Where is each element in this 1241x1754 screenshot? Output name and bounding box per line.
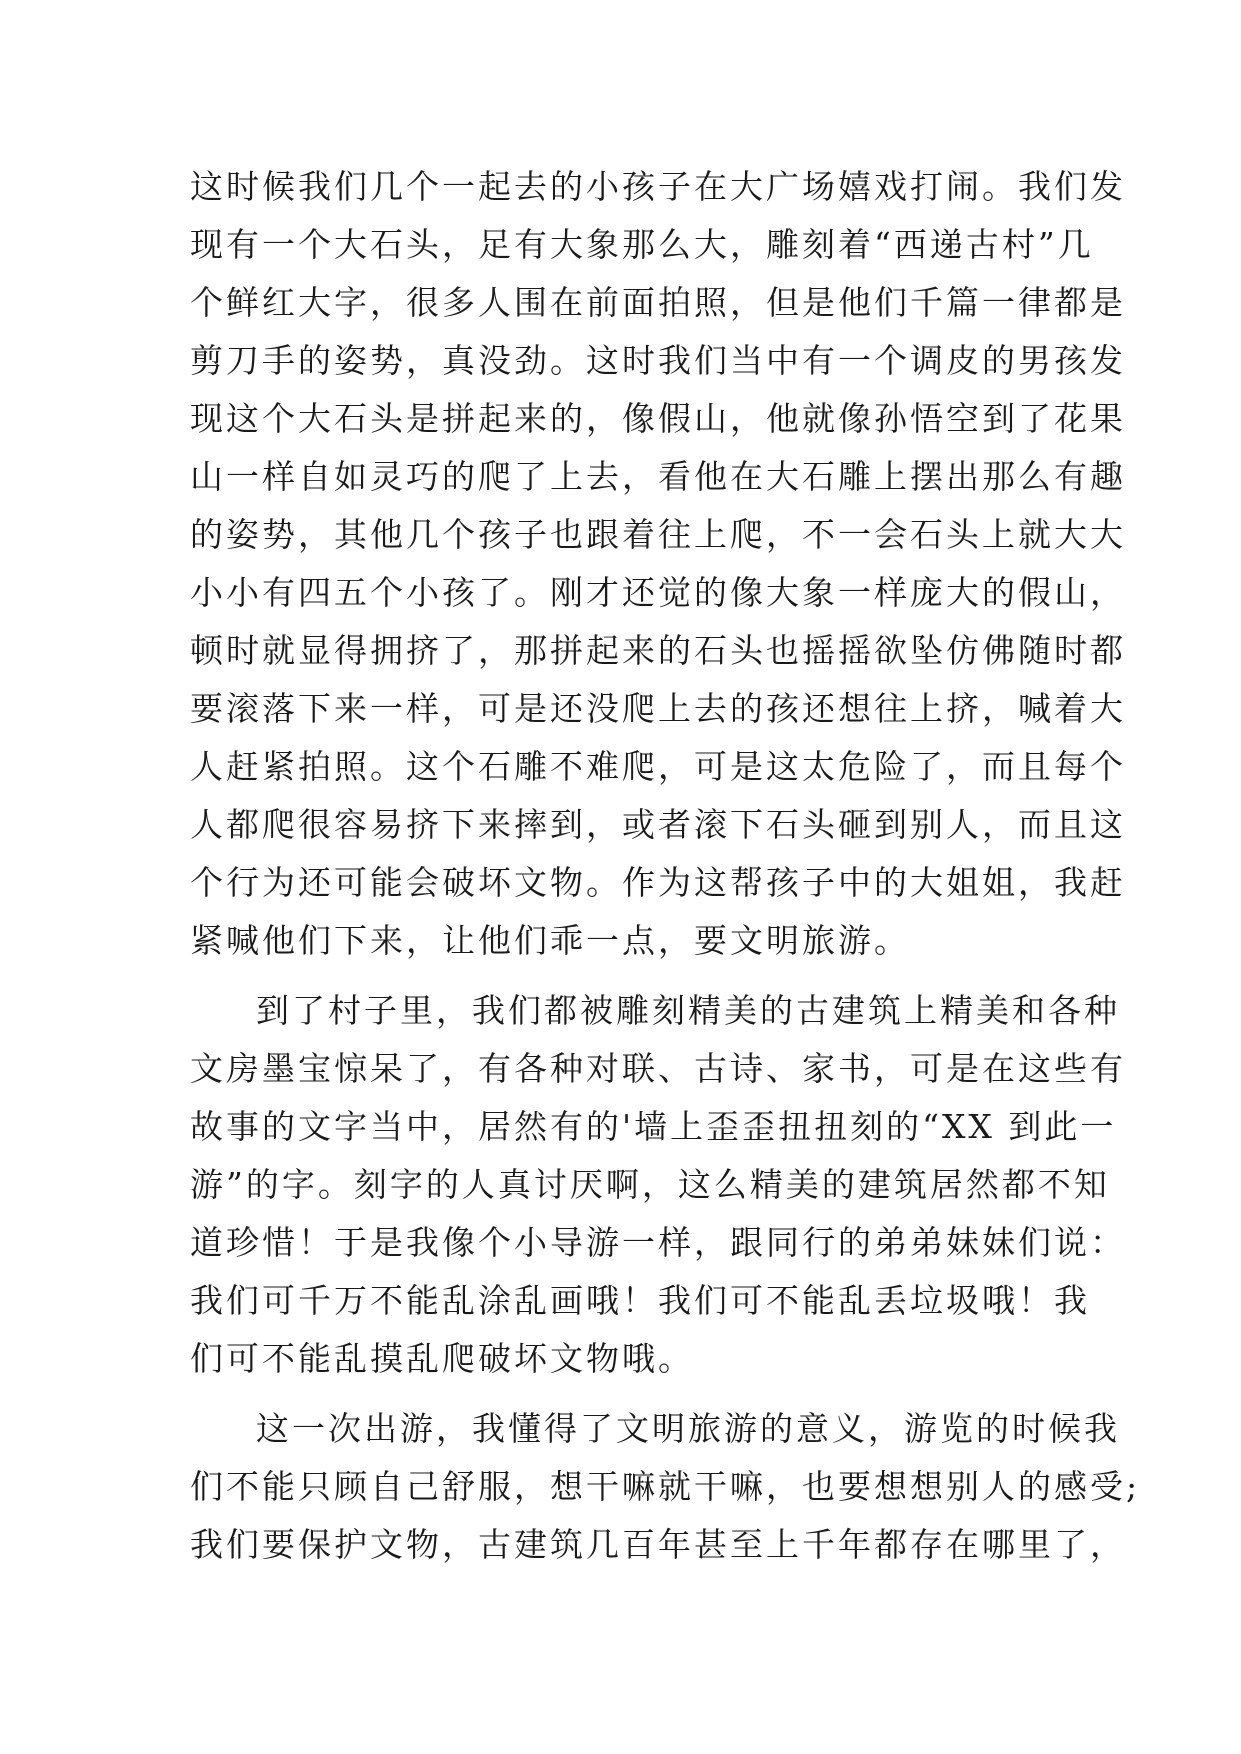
text-line: 现这个大石头是拼起来的，像假山，他就像孙悟空到了花果 bbox=[190, 399, 1126, 438]
paragraph-start-line: 这一次出游，我懂得了文明旅游的意义，游览的时候我 bbox=[256, 1409, 1120, 1448]
text-line: 山一样自如灵巧的爬了上去，看他在大石雕上摆出那么有趣 bbox=[190, 457, 1126, 496]
text-line: 道珍惜！于是我像个小导游一样，跟同行的弟弟妹妹们说： bbox=[190, 1223, 1126, 1262]
paragraph-start-line: 到了村子里，我们都被雕刻精美的古建筑上精美和各种 bbox=[256, 991, 1120, 1030]
text-line: 文房墨宝惊呆了，有各种对联、古诗、家书，可是在这些有 bbox=[190, 1049, 1126, 1088]
text-line: 们不能只顾自己舒服，想干嘛就干嘛，也要想想别人的感受; bbox=[190, 1467, 1141, 1506]
text-line: 现有一个大石头，足有大象那么大，雕刻着“西递古村”几 bbox=[190, 225, 1094, 264]
text-line: 顿时就显得拥挤了，那拼起来的石头也摇摇欲坠仿佛随时都 bbox=[190, 631, 1126, 670]
text-line: 的姿势，其他几个孩子也跟着往上爬，不一会石头上就大大 bbox=[190, 515, 1126, 554]
text-line: 要滚落下来一样，可是还没爬上去的孩还想往上挤，喊着大 bbox=[190, 689, 1126, 728]
text-line: 人都爬很容易挤下来摔到，或者滚下石头砸到别人，而且这 bbox=[190, 805, 1126, 844]
text-line: 故事的文字当中，居然有的'墙上歪歪扭扭刻的“XX 到此一 bbox=[190, 1107, 1117, 1146]
text-line: 个鲜红大字，很多人围在前面拍照，但是他们千篇一律都是 bbox=[190, 283, 1126, 322]
text-line: 游”的字。刻字的人真讨厌啊，这么精美的建筑居然都不知 bbox=[190, 1165, 1110, 1204]
text-line: 小小有四五个小孩了。刚才还觉的像大象一样庞大的假山， bbox=[190, 573, 1126, 612]
text-line: 人赶紧拍照。这个石雕不难爬，可是这太危险了，而且每个 bbox=[190, 747, 1126, 786]
text-line: 个行为还可能会破坏文物。作为这帮孩子中的大姐姐，我赶 bbox=[190, 863, 1126, 902]
text-line: 这时候我们几个一起去的小孩子在大广场嬉戏打闹。我们发 bbox=[190, 167, 1126, 206]
text-line: 剪刀手的姿势，真没劲。这时我们当中有一个调皮的男孩发 bbox=[190, 341, 1126, 380]
text-line: 我们要保护文物，古建筑几百年甚至上千年都存在哪里了， bbox=[190, 1525, 1126, 1564]
text-line: 们可不能乱摸乱爬破坏文物哦。 bbox=[190, 1339, 694, 1378]
document-page bbox=[190, 158, 1141, 1574]
text-line: 我们可千万不能乱涂乱画哦！我们可不能乱丢垃圾哦！我 bbox=[190, 1281, 1090, 1320]
text-line: 紧喊他们下来，让他们乖一点，要文明旅游。 bbox=[190, 921, 910, 960]
